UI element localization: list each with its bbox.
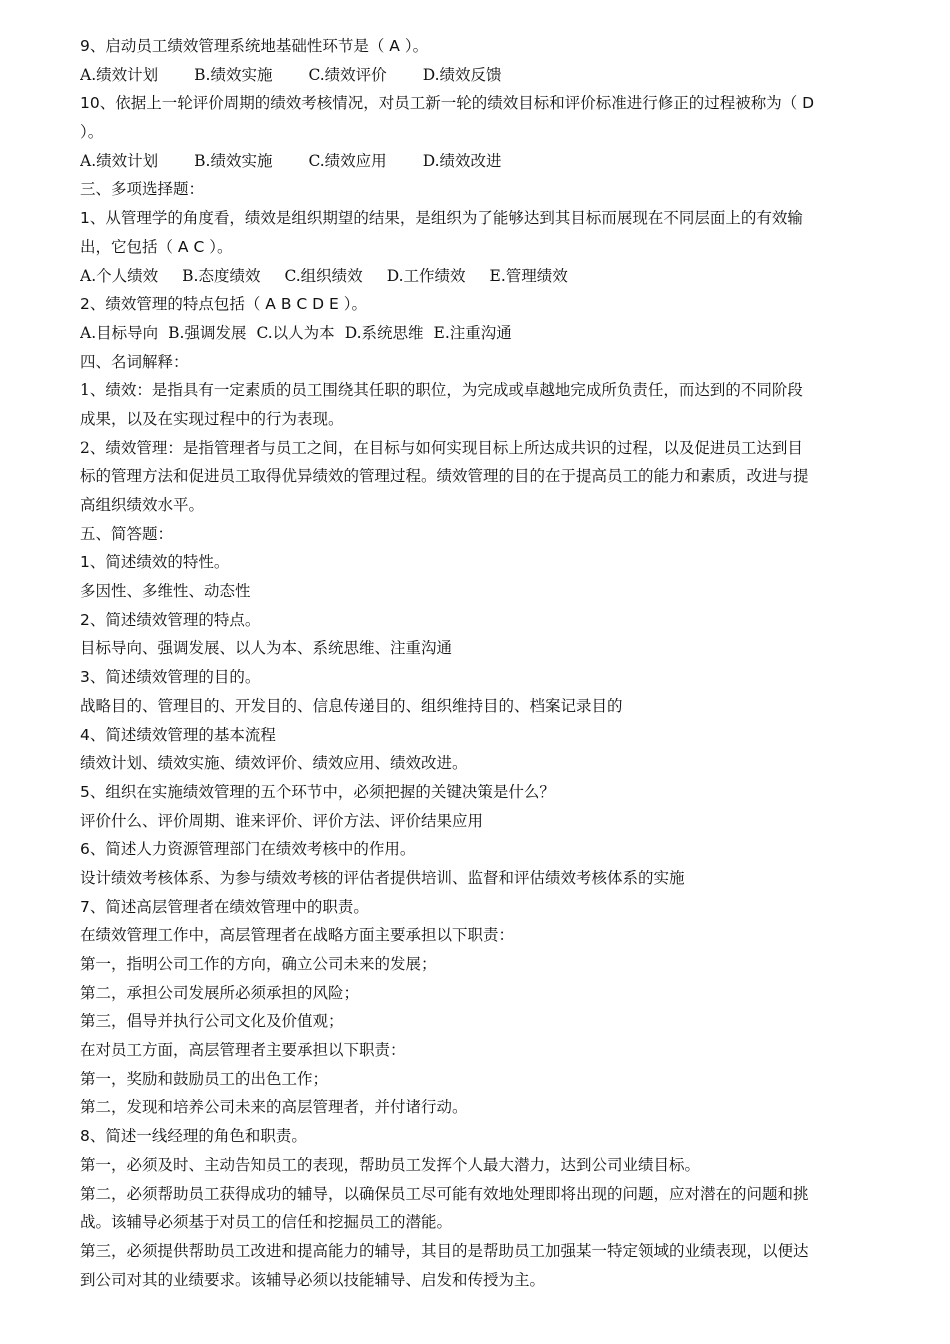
text-line: 到公司对其的业绩要求。该辅导必须以技能辅导、启发和传授为主。 [80, 1270, 546, 1289]
text-line: 8、简述一线经理的角色和职责。 [80, 1127, 307, 1146]
text-line: 在对员工方面，高层管理者主要承担以下职责： [80, 1041, 406, 1060]
option-item: B.态度绩效 [182, 266, 261, 285]
option-item: B.绩效实施 [194, 151, 273, 170]
option-row [80, 61, 880, 90]
text-line: 高组织绩效水平。 [80, 496, 205, 514]
text-line: 6、简述人力资源管理部门在绩效考核中的作用。 [80, 840, 416, 859]
option-item: C.绩效应用 [308, 151, 387, 170]
text-line: 第三，必须提供帮助员工改进和提高能力的辅导，其目的是帮助员工加强某一特定领域的业绩表现，以便达 [80, 1241, 809, 1260]
text-line: 第一，必须及时、主动告知员工的表现，帮助员工发挥个人最大潜力，达到公司业绩目标。 [80, 1155, 701, 1174]
text-line: 2、绩效管理的特点包括（ A B C D E ）。 [80, 295, 367, 314]
option-row [80, 262, 880, 291]
text-line: 10、依据上一轮评价周期的绩效考核情况，对员工新一轮的绩效目标和评价标准进行修正的过程被称为（ D [80, 94, 815, 113]
option-item: C.绩效评价 [308, 65, 387, 84]
option-item: A.绩效计划 [80, 65, 159, 84]
text-line: 出，它包括（ A C ）。 [80, 237, 233, 256]
option-item: D.工作绩效 [386, 266, 466, 285]
text-line: 第三，倡导并执行公司文化及价值观； [80, 1012, 344, 1031]
text-line: 2、绩效管理：是指管理者与员工之间，在目标与如何实现目标上所达成共识的过程，以及促进员工达到目 [80, 438, 803, 457]
text-line: 标的管理方法和促进员工取得优异绩效的管理过程。绩效管理的目的在于提高员工的能力和素质，改进与提 [80, 467, 809, 486]
text-line: 1、简述绩效的特性。 [80, 553, 230, 572]
text-line: 7、简述高层管理者在绩效管理中的职责。 [80, 897, 369, 916]
text-line: 成果，以及在实现过程中的行为表现。 [80, 409, 344, 428]
option-item: C.以人为本 [256, 323, 335, 342]
option-row [80, 147, 880, 176]
text-line: 9、启动员工绩效管理系统地基础性环节是（ A ）。 [80, 37, 429, 55]
text-line: 设计绩效考核体系、为参与绩效考核的评估者提供培训、监督和评估绩效考核体系的实施 [80, 868, 685, 887]
option-item: D.绩效反馈 [422, 65, 502, 84]
option-item: C.组织绩效 [284, 266, 363, 285]
text-line: 五、简答题： [80, 524, 174, 543]
option-item: A.绩效计划 [80, 151, 159, 170]
text-line: 第一，奖励和鼓励员工的出色工作； [80, 1069, 329, 1088]
option-item: B.绩效实施 [194, 65, 273, 84]
text-line: 三、多项选择题： [80, 180, 205, 199]
option-item: A.个人绩效 [80, 266, 159, 285]
text-line: 第二，发现和培养公司未来的高层管理者，并付诸行动。 [80, 1098, 468, 1117]
option-row [80, 319, 880, 348]
text-line: 目标导向、强调发展、以人为本、系统思维、注重沟通 [80, 639, 453, 658]
text-line: 1、从管理学的角度看，绩效是组织期望的结果，是组织为了能够达到其目标而展现在不同层面上的有效输 [80, 209, 803, 228]
option-item: E.注重沟通 [433, 323, 512, 342]
text-line: 多因性、多维性、动态性 [80, 582, 251, 601]
text-line: 4、简述绩效管理的基本流程 [80, 725, 276, 744]
text-line: 第一，指明公司工作的方向，确立公司未来的发展； [80, 955, 437, 973]
text-line: 评价什么、评价周期、谁来评价、评价方法、评价结果应用 [80, 811, 484, 830]
option-item: D.系统思维 [344, 323, 424, 342]
text-line: 在绩效管理工作中，高层管理者在战略方面主要承担以下职责： [80, 926, 515, 945]
text-line: ）。 [80, 123, 104, 142]
text-line: 3、简述绩效管理的目的。 [80, 668, 261, 687]
text-line: 2、简述绩效管理的特点。 [80, 610, 261, 629]
text-line: 5、组织在实施绩效管理的五个环节中，必须把握的关键决策是什么？ [80, 782, 555, 801]
option-item: B.强调发展 [168, 323, 247, 342]
option-item: E.管理绩效 [489, 266, 568, 285]
text-line: 1、绩效：是指具有一定素质的员工围绕其任职的职位，为完成或卓越地完成所负责任，而达到的不同阶段 [80, 381, 803, 400]
text-line: 战。该辅导必须基于对员工的信任和挖掘员工的潜能。 [80, 1213, 453, 1232]
text-line: 第二，承担公司发展所必须承担的风险； [80, 983, 360, 1002]
option-item: D.绩效改进 [422, 151, 502, 170]
text-line: 四、名词解释： [80, 352, 189, 371]
text-line: 绩效计划、绩效实施、绩效评价、绩效应用、绩效改进。 [80, 754, 468, 773]
text-line: 第二，必须帮助员工获得成功的辅导，以确保员工尽可能有效地处理即将出现的问题，应对潜在的问题和挑 [80, 1184, 809, 1203]
text-line: 战略目的、管理目的、开发目的、信息传递目的、组织维持目的、档案记录目的 [80, 696, 623, 715]
option-item: A.目标导向 [80, 323, 159, 342]
